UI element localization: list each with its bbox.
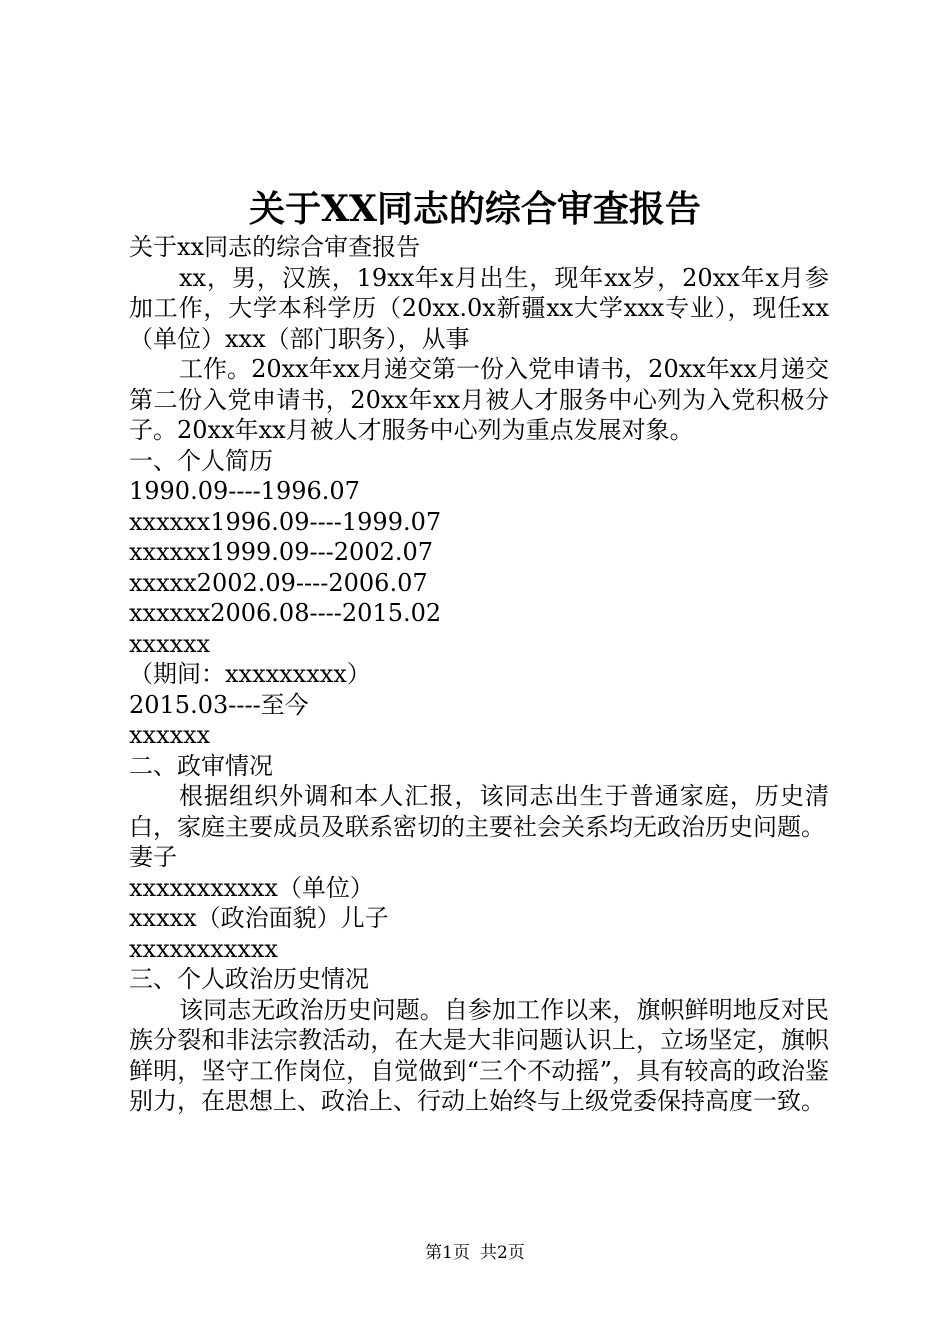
resume-line: xxxxx2002.09----2006.07 bbox=[129, 568, 428, 597]
page-footer bbox=[0, 1241, 950, 1265]
page-number-total: 共2页 bbox=[480, 1243, 525, 1263]
report-heading-line: 关于xx同志的综合审查报告 bbox=[129, 233, 421, 261]
resume-line: 1990.09----1996.07 bbox=[129, 477, 360, 505]
section-heading-resume: 一、个人简历 bbox=[129, 446, 273, 475]
family-line: xxxxxxxxxxx bbox=[129, 934, 278, 963]
political-history-paragraph: 该同志无政治历史问题。自参加工作以来，旗帜鲜明地反对民族分裂和非法宗教活动，在大是大非问题认识上，立场坚定，旗帜鲜明，坚守工作岗位，自觉做到“三个不动摇”，具有较高的政治鉴别力，在思想上、政治上、行动上始终与上级党委保持高度一致。 bbox=[129, 995, 829, 1115]
document-body bbox=[129, 232, 829, 1117]
resume-line: xxxxxx1996.09----1999.07 bbox=[129, 507, 442, 536]
party-application-paragraph: 工作。20xx年xx月递交第一份入党申请书，20xx年xx月递交第二份入党申请书，20xx年xx月被人才服务中心列为入党积极分子。20xx年xx月被人才服务中心列为重点发展对象。 bbox=[129, 355, 829, 444]
political-review-paragraph: 根据组织外调和本人汇报，该同志出生于普通家庭，历史清白，家庭主要成员及联系密切的主要社会关系均无政治历史问题。 bbox=[129, 782, 829, 841]
resume-line: xxxxxx bbox=[129, 721, 211, 749]
family-line: 妻子 bbox=[129, 843, 177, 871]
section-heading-political-review: 二、政审情况 bbox=[129, 751, 273, 780]
page-number-current: 第1页 bbox=[425, 1243, 470, 1263]
resume-line: xxxxxx bbox=[129, 629, 211, 658]
personal-info-paragraph: xx，男，汉族，19xx年x月出生，现年xx岁，20xx年x月参加工作，大学本科学历（20xx.0x新疆xx大学xxx专业），现任xx（单位）xxx（部门职务），从事 bbox=[129, 263, 829, 353]
resume-line: xxxxxx2006.08----2015.02 bbox=[129, 599, 442, 627]
document-title: 关于XX同志的综合审查报告 bbox=[249, 188, 701, 230]
resume-line: xxxxxx1999.09---2002.07 bbox=[129, 538, 434, 566]
resume-line: 2015.03----至今 bbox=[129, 690, 309, 719]
resume-line: （期间：xxxxxxxxx） bbox=[129, 660, 371, 688]
family-line: xxxxx（政治面貌）儿子 bbox=[129, 904, 389, 932]
section-heading-political-history: 三、个人政治历史情况 bbox=[129, 965, 369, 993]
family-line: xxxxxxxxxxx（单位） bbox=[129, 873, 374, 902]
